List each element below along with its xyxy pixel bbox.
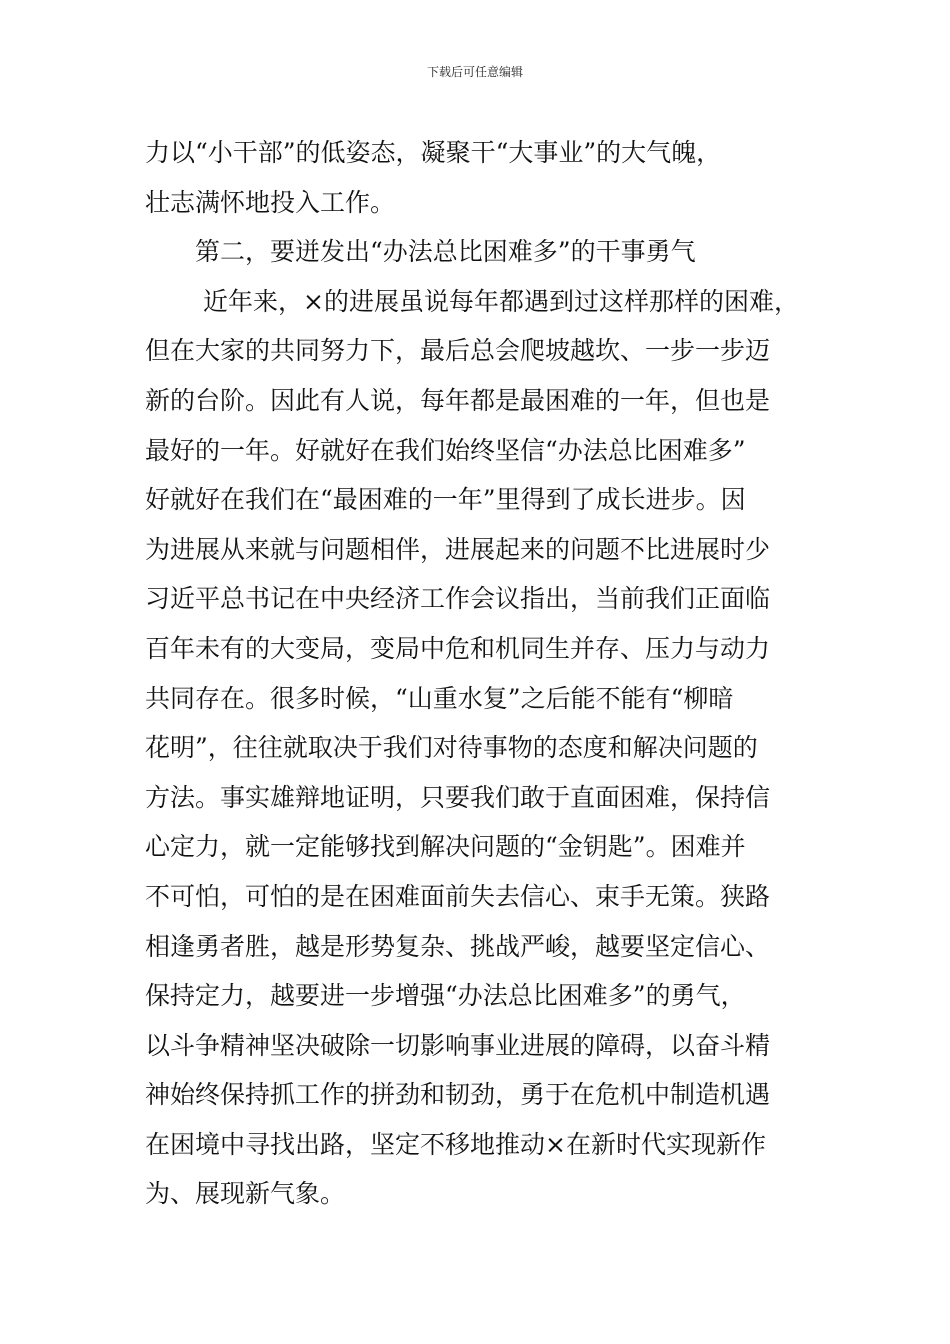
text-line: 近年来，×的进展虽说每年都遇到过这样那样的困难， xyxy=(203,286,799,316)
text-line: 花明”，往往就取决于我们对待事物的态度和解决问题的 xyxy=(145,733,758,763)
page-header-note: 下载后可任意编辑 xyxy=(426,65,523,79)
text-line: 神始终保持抓工作的拼劲和韧劲，勇于在危机中制造机遇 xyxy=(145,1080,771,1110)
text-line: 习近平总书记在中央经济工作会议指出，当前我们正面临 xyxy=(145,584,771,614)
paragraph-main xyxy=(145,277,815,1219)
text-line: 不可怕，可怕的是在困难面前失去信心、束手无策。狭路 xyxy=(145,881,771,911)
text-line: 方法。事实雄辩地证明，只要我们敢于直面困难，保持信 xyxy=(145,782,771,812)
text-line: 在困境中寻找出路，坚定不移地推动×在新时代实现新作 xyxy=(145,1129,766,1159)
text-line: 最好的一年。好就好在我们始终坚信“办法总比困难多” xyxy=(145,435,746,465)
text-line: 心定力，就一定能够找到解决问题的“金钥匙”。困难并 xyxy=(145,832,746,862)
text-line: 相逢勇者胜，越是形势复杂、挑战严峻，越要坚定信心、 xyxy=(145,931,771,961)
text-line: 以斗争精神坚决破除一切影响事业进展的障碍，以奋斗精 xyxy=(145,1030,771,1060)
text-line: 但在大家的共同努力下，最后总会爬坡越坎、一步一步迈 xyxy=(145,336,771,366)
paragraph-continued xyxy=(145,128,815,227)
text-line: 为进展从来就与问题相伴，进展起来的问题不比进展时少 xyxy=(145,534,771,564)
text-line: 保持定力，越要进一步增强“办法总比困难多”的勇气， xyxy=(145,981,746,1011)
text-line: 为、展现新气象。 xyxy=(145,1179,346,1209)
section-heading-text: 第二，要迸发出“办法总比困难多”的干事勇气 xyxy=(195,237,696,267)
text-line: 力以“小干部”的低姿态，凝聚干“大事业”的大气魄， xyxy=(145,138,722,167)
section-heading xyxy=(145,227,815,277)
text-line: 共同存在。很多时候，“山重水复”之后能不能有“柳暗 xyxy=(145,683,734,713)
text-line: 好就好在我们在“最困难的一年”里得到了成长进步。因 xyxy=(145,485,746,515)
text-line: 壮志满怀地投入工作。 xyxy=(145,187,396,217)
text-line: 百年未有的大变局，变局中危和机同生并存、压力与动力 xyxy=(145,633,771,663)
document-body xyxy=(145,128,815,1219)
text-line: 新的台阶。因此有人说，每年都是最困难的一年，但也是 xyxy=(145,385,771,415)
